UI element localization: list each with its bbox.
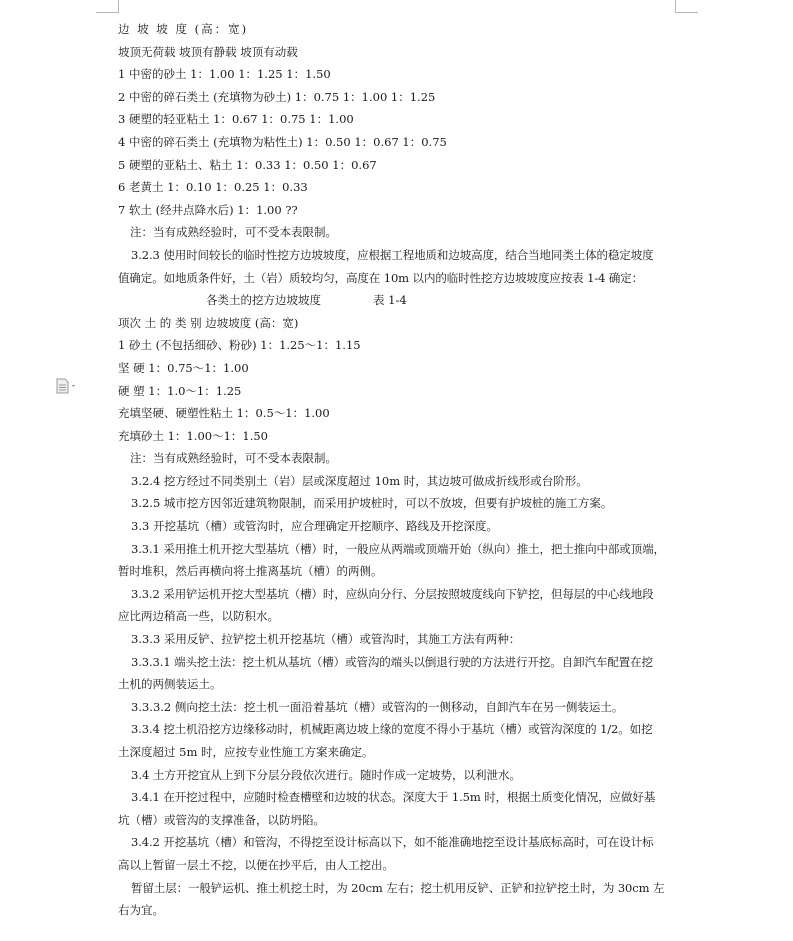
text-line: 暂时堆积，然后再横向将土推离基坑（槽）的两侧。 [118, 564, 383, 579]
text-line: 1 中密的砂土 1：1.00 1：1.25 1：1.50 [118, 67, 331, 82]
document-body [118, 18, 680, 922]
text-line: 5 硬塑的亚粘土、粘土 1：0.33 1：0.50 1：0.67 [118, 157, 377, 172]
text-line: 3.2.3 使用时间较长的临时性挖方边坡坡度，应根据工程地质和边坡高度，结合当地同类土体的稳定坡度 [131, 247, 654, 262]
text-line: 注：当有成熟经验时，可不受本表限制。 [130, 451, 337, 466]
text-line: 3.3.2 采用铲运机开挖大型基坑（槽）时，应纵向分行、分层按照坡度线向下铲挖，但每层的中心线地段 [131, 586, 654, 601]
table-caption-title: 各类土的挖方边坡坡度 [206, 293, 321, 308]
document-icon[interactable] [55, 378, 79, 394]
text-line: 3.3 开挖基坑（槽）或管沟时，应合理确定开挖顺序、路线及开挖深度。 [131, 519, 498, 534]
text-line: 右为宜。 [118, 903, 164, 918]
text-line: 4 中密的碎石类土 (充填物为粘性土) 1：0.50 1：0.67 1：0.75 [118, 134, 447, 149]
text-line: 3.2.4 挖方经过不同类别土（岩）层或深度超过 10m 时，其边坡可做成折线形或台阶形。 [131, 473, 588, 488]
text-line: 2 中密的碎石类土 (充填物为砂土) 1：0.75 1：1.00 1：1.25 [118, 89, 436, 104]
text-line: 应比两边稍高一些，以防积水。 [118, 609, 279, 624]
text-line: 边 坡 坡 度 (高：宽) [118, 22, 249, 36]
text-line: 土机的两侧装运土。 [118, 677, 222, 692]
text-line: 3.4.2 开挖基坑（槽）和管沟，不得挖至设计标高以下，如不能准确地挖至设计基底标高时，可在设计标 [131, 835, 654, 850]
text-line: 高以上暂留一层土不挖，以便在抄平后，由人工挖出。 [118, 857, 394, 872]
text-line: 7 软土 (经井点降水后) 1：1.00 ?? [118, 202, 298, 217]
table-number: 表 1-4 [373, 293, 407, 308]
text-line: 3.3.3.1 端头挖土法：挖土机从基坑（槽）或管沟的端头以倒退行驶的方法进行开挖。自卸汽车配置在挖 [131, 654, 653, 669]
text-line: 充填坚硬、硬塑性粘土 1：0.5～1：1.00 [118, 406, 330, 421]
text-line: 3.4 土方开挖宜从上到下分层分段依次进行。随时作成一定坡势，以利泄水。 [131, 767, 521, 782]
text-line: 3.4.1 在开挖过程中，应随时检查槽壁和边坡的状态。深度大于 1.5m 时，根据土质变化情况，应做好基 [131, 790, 656, 805]
margin-corner-mark [96, 0, 119, 13]
text-line: 3 硬塑的轻亚粘土 1：0.67 1：0.75 1：1.00 [118, 112, 354, 127]
text-line: 硬 塑 1：1.0～1：1.25 [118, 383, 242, 398]
text-line: 土深度超过 5m 时，应按专业性施工方案来确定。 [118, 745, 374, 759]
text-line: 坑（槽）或管沟的支撑准备，以防坍陷。 [118, 812, 325, 827]
text-line: 充填砂土 1：1.00～1：1.50 [118, 428, 268, 443]
text-line: 3.3.1 采用推土机开挖大型基坑（槽）时，一般应从两端或顶端开始（纵向）推土，把土推向中部或顶端， [131, 541, 665, 556]
margin-corner-mark [675, 0, 698, 13]
text-line: 坚 硬 1：0.75～1：1.00 [118, 360, 249, 375]
text-line: 3.2.5 城市挖方因邻近建筑物限制，而采用护坡桩时，可以不放坡，但要有护坡桩的施工方案。 [131, 496, 613, 511]
table-caption [118, 289, 680, 312]
text-line: 1 砂土 (不包括细砂、粉砂) 1：1.25～1：1.15 [118, 338, 361, 353]
text-line: 3.3.3.2 侧向挖土法：挖土机一面沿着基坑（槽）或管沟的一侧移动，自卸汽车在另一侧装运土。 [131, 699, 624, 714]
text-line: 6 老黄土 1：0.10 1：0.25 1：0.33 [118, 180, 308, 195]
text-line: 暂留土层：一般铲运机、推土机挖土时，为 20cm 左右；挖土机用反铲、正铲和拉铲挖土时，为 30cm 左 [131, 880, 665, 895]
text-line: 值确定。如地质条件好，土（岩）质较均匀，高度在 10m 以内的临时性挖方边坡坡度应按表 1-4 确定： [118, 270, 644, 285]
text-line: 项次 土 的 类 别 边坡坡度 (高：宽) [118, 315, 299, 330]
text-line: 注：当有成熟经验时，可不受本表限制。 [130, 225, 337, 240]
text-line: 坡顶无荷载 坡顶有静载 坡顶有动载 [118, 44, 298, 59]
text-line: 3.3.3 采用反铲、拉铲挖土机开挖基坑（槽）或管沟时，其施工方法有两种： [131, 632, 521, 647]
text-line: 3.3.4 挖土机沿挖方边缘移动时，机械距离边坡上缘的宽度不得小于基坑（槽）或管沟深度的 1/2。如挖 [131, 722, 653, 737]
